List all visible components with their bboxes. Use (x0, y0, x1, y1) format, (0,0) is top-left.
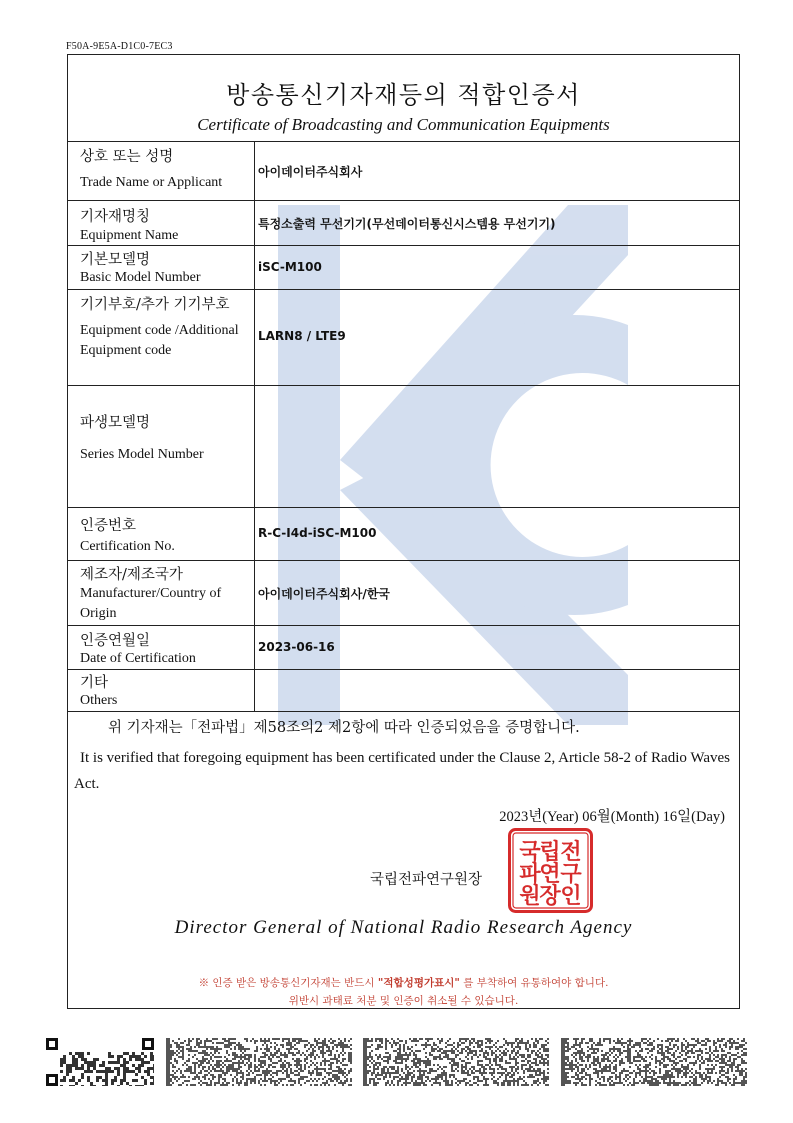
divider (68, 669, 739, 670)
divider (68, 711, 739, 712)
equipment-code-label-ko: 기기부호/추가 기기부호 (80, 297, 230, 313)
column-divider (254, 141, 255, 711)
pdf417-barcode-icon (363, 1038, 549, 1086)
trade-name-label-en: Trade Name or Applicant (80, 175, 223, 190)
cert-date-value: 2023-06-16 (258, 640, 335, 654)
certificate-frame (67, 54, 740, 1009)
divider (68, 141, 739, 142)
document-id: F50A-9E5A-D1C0-7EC3 (66, 41, 173, 52)
others-label-ko: 기타 (80, 675, 109, 691)
svg-text:국: 국 (519, 840, 541, 865)
equipment-name-label-en: Equipment Name (80, 228, 179, 243)
director-title-ko: 국립전파연구원장 (370, 872, 483, 888)
trade-name-value: 아이데이터주식회사 (258, 165, 363, 179)
svg-text:립: 립 (539, 840, 561, 865)
svg-text:연: 연 (539, 862, 561, 887)
notice-text: ※ 인증 받은 방송통신기자재는 반드시 (198, 977, 378, 989)
equipment-name-label-ko: 기자재명칭 (80, 209, 151, 225)
divider (68, 385, 739, 386)
qr-code-icon (46, 1038, 154, 1086)
basic-model-value: iSC-M100 (258, 260, 322, 274)
certificate-title: 방송통신기자재등의 적합인증서 (226, 81, 581, 109)
pdf417-barcode-icon (166, 1038, 352, 1086)
equipment-code-value: LARN8 / LTE9 (258, 329, 346, 343)
divider (68, 289, 739, 290)
svg-text:구: 구 (560, 862, 582, 887)
divider (68, 200, 739, 201)
divider (68, 560, 739, 561)
basic-model-label-en: Basic Model Number (80, 270, 201, 285)
series-model-label-ko: 파생모델명 (80, 415, 151, 431)
series-model-label-en: Series Model Number (80, 447, 204, 462)
svg-text:전: 전 (560, 840, 582, 865)
equipment-code-label-en: Equipment code /Additional Equipment code (80, 323, 239, 358)
notice-line-1 (68, 975, 739, 990)
cert-no-label-ko: 인증번호 (80, 518, 137, 534)
manufacturer-value: 아이데이터주식회사/한국 (258, 587, 390, 601)
notice-emphasis: "적합성평가표시" (377, 977, 460, 989)
svg-text:파: 파 (519, 862, 541, 887)
issue-date: 2023년(Year) 06월(Month) 16일(Day) (499, 809, 725, 825)
divider (68, 625, 739, 626)
equipment-name-value: 특정소출력 무선기기(무선데이터통신시스템용 무선기기) (258, 217, 556, 231)
pdf417-barcode-icon (561, 1038, 747, 1086)
statement-en: It is verified that foregoing equipment has been certificated under the Clause 2, Article 58-2 of Radio Waves Act. (74, 750, 730, 792)
official-seal-icon (508, 828, 593, 913)
manufacturer-label-en: Manufacturer/Country of Origin (80, 586, 222, 621)
svg-text:인: 인 (560, 884, 582, 909)
divider (68, 507, 739, 508)
cert-date-label-en: Date of Certification (80, 651, 196, 666)
notice-line-2: 위반시 과태료 처분 및 인증이 취소될 수 있습니다. (288, 995, 519, 1007)
svg-text:원: 원 (519, 884, 541, 909)
basic-model-label-ko: 기본모델명 (80, 252, 151, 268)
notice-text: 를 부착하여 유통하여야 합니다. (459, 977, 609, 989)
certificate-subtitle: Certificate of Broadcasting and Communication Equipments (197, 115, 610, 134)
cert-date-label-ko: 인증연월일 (80, 633, 151, 649)
director-title-en: Director General of National Radio Research Agency (174, 917, 633, 938)
others-label-en: Others (80, 693, 118, 708)
cert-no-value: R-C-I4d-iSC-M100 (258, 526, 377, 540)
cert-no-label-en: Certification No. (80, 539, 175, 554)
statement-ko: 위 기자재는「전파법」제58조의2 제2항에 따라 인증되었음을 증명합니다. (108, 720, 580, 736)
manufacturer-label-ko: 제조자/제조국가 (80, 567, 183, 583)
svg-text:장: 장 (539, 884, 561, 909)
trade-name-label-ko: 상호 또는 성명 (80, 149, 174, 165)
